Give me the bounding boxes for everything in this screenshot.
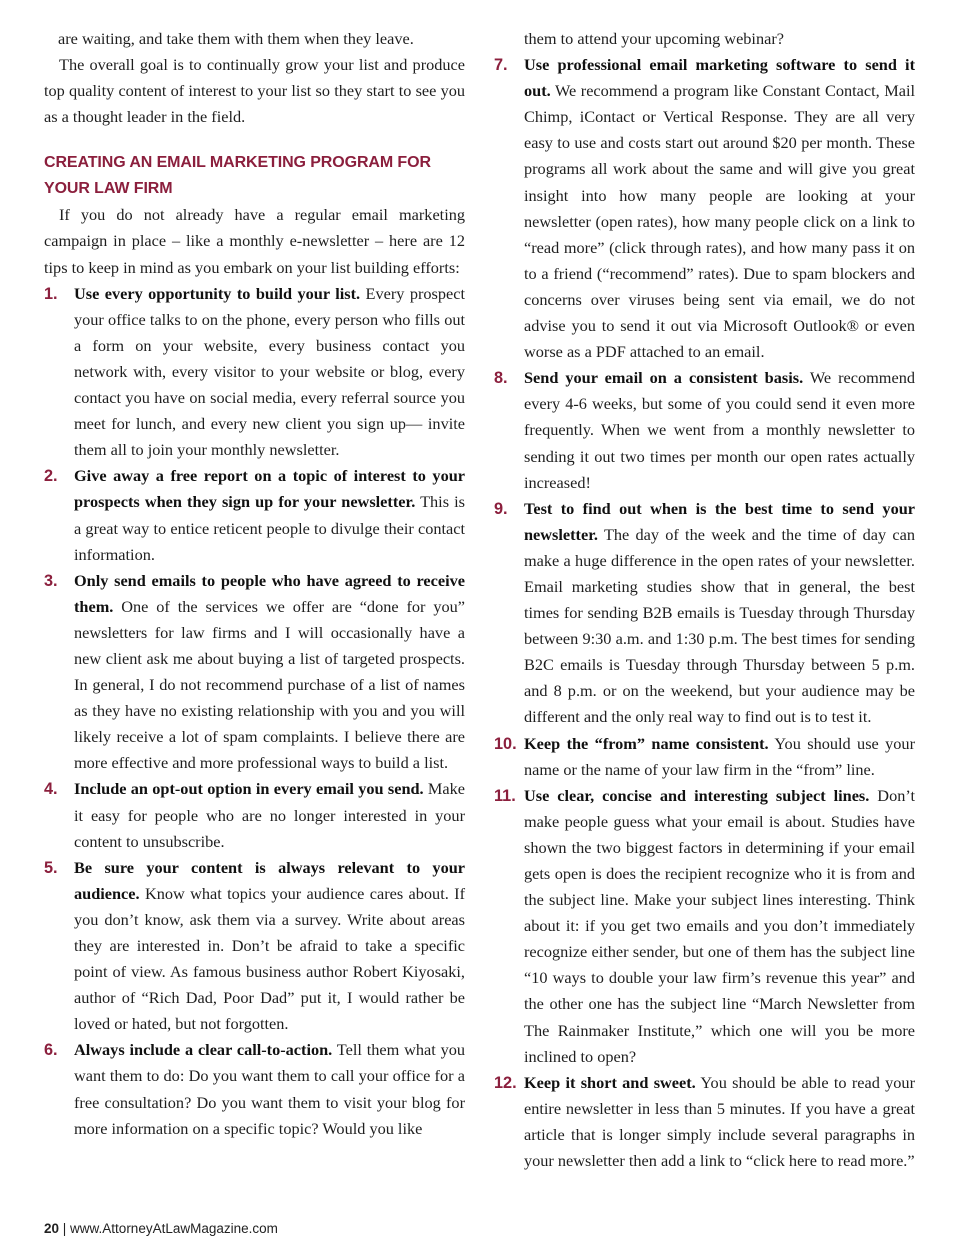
tip-title: Be sure your content is always relevant to your audience.	[74, 857, 465, 903]
tip-number: 5.	[44, 858, 58, 877]
intro-paragraph: If you do not already have a regular email marketing campaign in place – like a monthly e-newsletter – here are 12 tips to keep in mind as you embark on your list building efforts:	[44, 205, 465, 277]
tip-body	[524, 496, 915, 731]
tip-text: You should use your name or the name of your law firm in the “from” line.	[524, 733, 915, 779]
tip-number: 9.	[494, 499, 508, 518]
tip-body	[74, 568, 465, 777]
tip-number: 10.	[494, 734, 517, 753]
footer-site-url[interactable]: www.AttorneyAtLawMagazine.com	[70, 1221, 278, 1236]
tip-item	[494, 365, 915, 495]
tip-body	[74, 463, 465, 567]
tip-body	[74, 776, 465, 854]
tip-item	[494, 52, 915, 365]
tip-title: Keep the “from” name consistent.	[524, 733, 769, 753]
lead-paragraph-end: are waiting, and take them with them when they leave.	[58, 29, 414, 48]
tip-number: 11.	[494, 786, 516, 805]
tip-text: We recommend a program like Constant Contact, Mail Chimp, iContact or Vertical Response. They are all very easy to use and costs start out around $20 per month. These programs all work about the same and will give you great insight into how many people are looking at your newsletter (open rates), how many people click on a link to “read more” (click through rates), and how many pass it on to a friend (“recommend” rates). Due to spam blockers and concerns over viruses being sent via email, we do not advise you to send it out via Microsoft Outlook® or even worse as a PDF attached to an email.	[524, 81, 915, 362]
tip-text: Make it easy for people who are no longer interested in your content to unsubscribe.	[74, 779, 466, 851]
tip-text: The day of the week and the time of day can make a huge difference in the open rates of your newsletter. Email marketing studies show that in general, the best times for sending B2B emails is Tuesday through Thursday between 9:30 a.m. and 1:30 p.m. The best times for sending B2C emails is Tuesday through Thursday between 5 p.m. and 8 p.m. or on the weekend, but your audience may be different and the only real way to find out is to test it.	[524, 524, 915, 727]
tip-text: One of the services we offer are “done for you” newsletters for law firms and I will occasionally have a new client ask me about buying a list of targeted prospects. In general, I do not recommend purchase of a list of names as they have no existing relationship with you and you will likely receive a lot of spam complaints. I believe there are more effective and more professional ways to build a list.	[74, 596, 465, 773]
tip-title: Use every opportunity to build your list.	[74, 283, 361, 303]
tip-body	[74, 281, 465, 464]
tip-text: Every prospect your office talks to on the phone, every person who fills out a form on your website, every business contact you network with, every visitor to your website or blog, every contact you have on social media, every referral source you meet for lunch, and every new client you sign up— invite them all to join your monthly newsletter.	[74, 283, 466, 460]
page-footer	[44, 1220, 278, 1238]
tip-title: Use professional email marketing software to send it out.	[524, 55, 915, 101]
tip-body	[524, 365, 915, 495]
tip-text: We recommend every 4-6 weeks, but some of you could send it even more frequently. When we went from a monthly newsletter to sending it out two times per month our open rates actually increased!	[524, 368, 915, 492]
tip-number: 6.	[44, 1041, 58, 1060]
tip-text: Know what topics your audience cares about. If you don’t know, ask them via a survey. Write about areas they are interested in. Don’t be afraid to take a specific point of view. As famous business author Robert Kiyosaki, author of “Rich Dad, Poor Dad” put it, I would rather be loved or hated, but not forgotten.	[74, 883, 465, 1034]
overall-goal-paragraph: The overall goal is to continually grow your list and produce top quality content of interest to your list so they start to see you as a thought leader in the field.	[44, 55, 465, 127]
tip-item	[494, 731, 915, 783]
tip-number: 3.	[44, 571, 58, 590]
tip-number: 7.	[494, 56, 508, 75]
tip-text: Tell them what you want them to do: Do you want them to call your office for a free consultation? Do you want them to visit your blog for more information on a specific topic? Would you like	[74, 1040, 465, 1138]
tip-text: Don’t make people guess what your email is about. Studies have shown the two biggest factors in determining if your email gets open is does the recipient recognize who it is from and the subject line. Make your subject lines interesting. Think about it: if you get two emails and you don’t immediately recognize either sender, but one of them has the subject line “10 ways to double your law firm’s revenue this year” and the other one has the subject line “March Newsletter from The Rainmaker Institute,” which one will you be more inclined to open?	[524, 785, 915, 1066]
tip-number: 4.	[44, 780, 58, 799]
tip-item	[44, 281, 465, 464]
tip-number: 8.	[494, 369, 508, 388]
tip-body	[74, 855, 465, 1038]
tip-title: Include an opt-out option in every email you send.	[74, 779, 424, 799]
tip-body	[74, 1037, 465, 1141]
tip-body	[524, 731, 915, 783]
tip-item	[494, 783, 915, 1070]
tip-title: Use clear, concise and interesting subject lines.	[524, 785, 870, 805]
tip-title: Only send emails to people who have agreed to receive them.	[74, 570, 465, 616]
tip-title: Always include a clear call-to-action.	[74, 1040, 333, 1060]
tip-body	[524, 1070, 915, 1174]
tip-item	[44, 568, 465, 777]
tip-item	[44, 463, 465, 567]
tip-title: Give away a free report on a topic of interest to your prospects when they sign up for your newsletter.	[74, 466, 465, 512]
footer-separator: |	[59, 1221, 71, 1236]
right-column	[494, 26, 915, 1174]
tip-body	[524, 783, 915, 1070]
tip-item	[44, 776, 465, 854]
tip-number: 12.	[494, 1073, 517, 1092]
tip-title: Keep it short and sweet.	[524, 1072, 696, 1092]
tip-title: Send your email on a consistent basis.	[524, 368, 804, 388]
section-heading: CREATING AN EMAIL MARKETING PROGRAM FOR YOUR LAW FIRM	[44, 154, 431, 198]
tip-item	[44, 1037, 465, 1141]
tip-number: 1.	[44, 284, 58, 303]
tip-title: Test to find out when is the best time to send your newsletter.	[524, 498, 915, 544]
tip-text: You should be able to read your entire newsletter in less than 5 minutes. If you have a great article that is longer simply include several paragraphs in your newsletter then add a link to “click here to read more.”	[524, 1072, 915, 1171]
tip-6-continuation: them to attend your upcoming webinar?	[524, 29, 784, 48]
tip-item	[44, 855, 465, 1038]
left-column	[44, 26, 465, 1142]
page-number: 20	[44, 1221, 60, 1236]
tip-item	[494, 1070, 915, 1174]
tip-text: This is a great way to entice reticent people to divulge their contact information.	[74, 492, 465, 564]
tip-item	[494, 496, 915, 731]
tip-number: 2.	[44, 467, 58, 486]
tip-body	[524, 52, 915, 365]
